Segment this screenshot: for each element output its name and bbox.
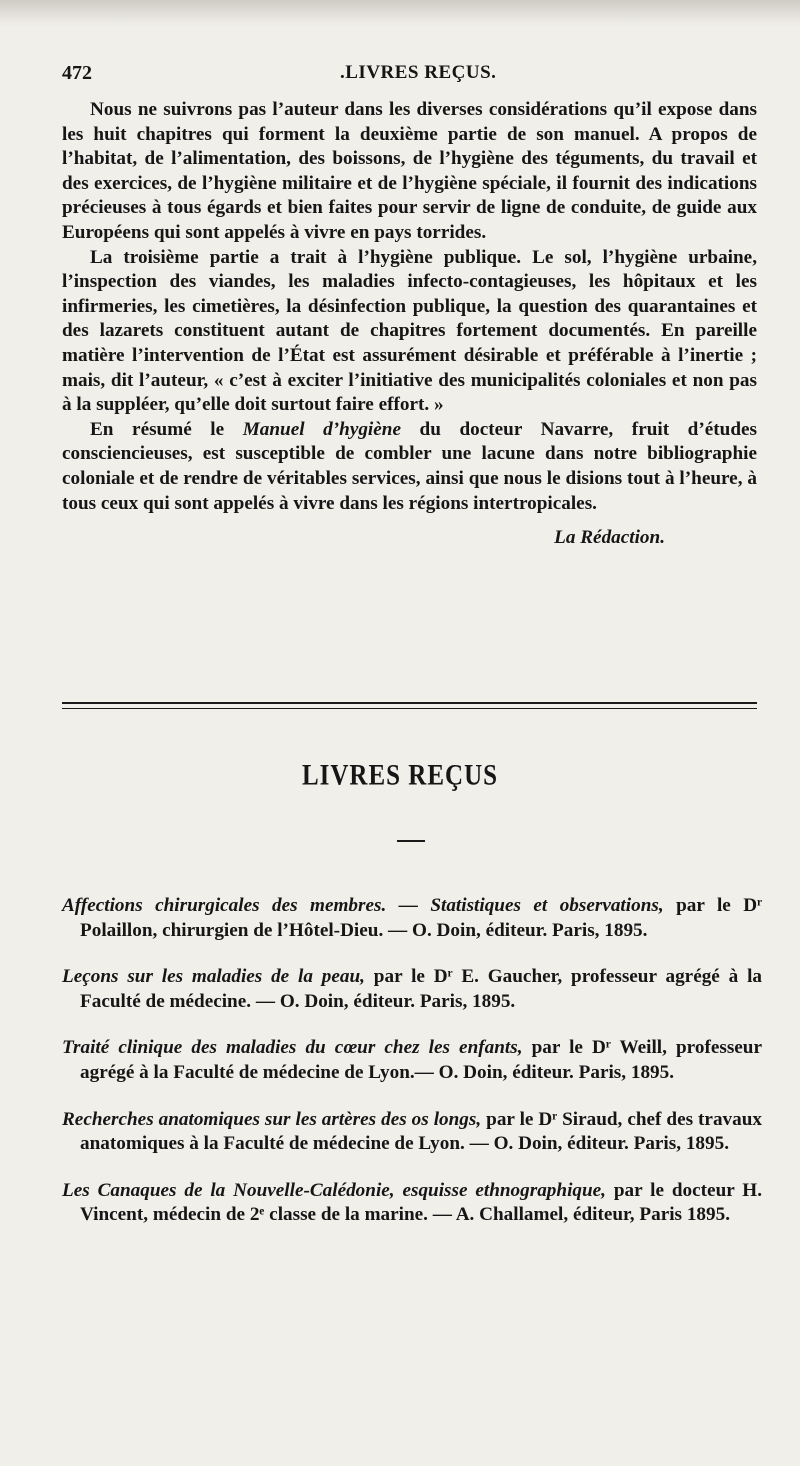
- paragraph: Nous ne suivrons pas l’auteur dans les diverses considérations qu’il expose dans les huit chapitres qui forment la deuxième partie de son manuel. A propos de l’habitat, de l’alimentation, des boissons, de l’hygiène des téguments, du travail et des exercices, de l’hygiène militaire et de l’hygiène spéciale, il fournit des indications précieuses à tous égards et bien faites pour servir de ligne de conduite, de guide aux Européens qui sont appelés à vivre en pays torrides.: [62, 99, 757, 243]
- book-entry: [62, 894, 762, 943]
- text-run: En résumé le: [90, 418, 243, 440]
- page-edge-shadow: [0, 0, 800, 26]
- paragraph: [62, 418, 757, 516]
- book-details: par le docteur H. Vincent, médecin de 2ᵉ classe de la marine. — A. Challamel, éditeur, Paris 1895.: [80, 1179, 763, 1226]
- review-text: [62, 98, 757, 551]
- book-title: Affections chirurgicales des membres. — Statistiques et observations,: [62, 895, 664, 916]
- book-title: Traité clinique des maladies du cœur chez les enfants,: [62, 1037, 523, 1059]
- book-entry: [62, 965, 762, 1014]
- book-title: Leçons sur les maladies de la peau,: [62, 966, 365, 988]
- book-details: par le Dʳ Siraud, chef des travaux anatomiques à la Faculté de médecine de Lyon. — O. Doin, éditeur. Paris, 1895.: [80, 1108, 762, 1155]
- double-rule-divider: [62, 702, 757, 709]
- book-details: par le Dʳ Polaillon, chirurgien de l’Hôtel-Dieu. — O. Doin, éditeur. Paris, 1895.: [80, 895, 762, 941]
- text-run: du docteur Navarre, fruit d’études consciencieuses, est susceptible de combler une lacune dans notre bibliographie coloniale et de rendre de véritables services, ainsi que nous le disions tout à l’heure, à tous ceux qui sont appelés à vivre dans les régions intertropicales.: [62, 418, 757, 514]
- paragraph: La troisième partie a trait à l’hygiène publique. Le sol, l’hygiène urbaine, l’inspection des viandes, les maladies infecto-contagieuses, les hôpitaux et les infirmeries, les cimetières, la désinfection publique, la question des quarantaines et des lazarets constituent autant de chapitres fortement documentés. En pareille matière l’intervention de l’État est assurément désirable et préférable à l’inertie ; mais, dit l’auteur, « c’est à exciter l’initiative des municipalités coloniales et non pas à la suppléer, qu’elle doit surtout faire effort. »: [62, 246, 757, 416]
- book-entry: [62, 1036, 762, 1085]
- page-header: [62, 62, 752, 88]
- book-details: par le Dʳ Weill, professeur agrégé à la Faculté de médecine de Lyon.— O. Doin, éditeur. Paris, 1895.: [80, 1037, 762, 1083]
- book-title: Recherches anatomiques sur les artères des os longs,: [62, 1108, 482, 1130]
- short-rule-divider: [397, 840, 425, 842]
- italic-title: Manuel d’hygiène: [242, 418, 401, 440]
- section-heading: LIVRES REÇUS: [301, 759, 499, 792]
- books-list: [62, 894, 762, 1250]
- book-details: par le Dʳ E. Gaucher, professeur agrégé à la Faculté de médecine. — O. Doin, éditeur. Paris, 1895.: [80, 966, 762, 1012]
- running-title: .LIVRES REÇUS.: [340, 62, 497, 83]
- book-entry: [62, 1108, 762, 1157]
- book-title: Les Canaques de la Nouvelle-Calédonie, esquisse ethnographique,: [62, 1179, 606, 1201]
- book-entry: [62, 1179, 762, 1228]
- page-number: 472: [62, 62, 92, 84]
- signature: La Rédaction.: [554, 527, 665, 549]
